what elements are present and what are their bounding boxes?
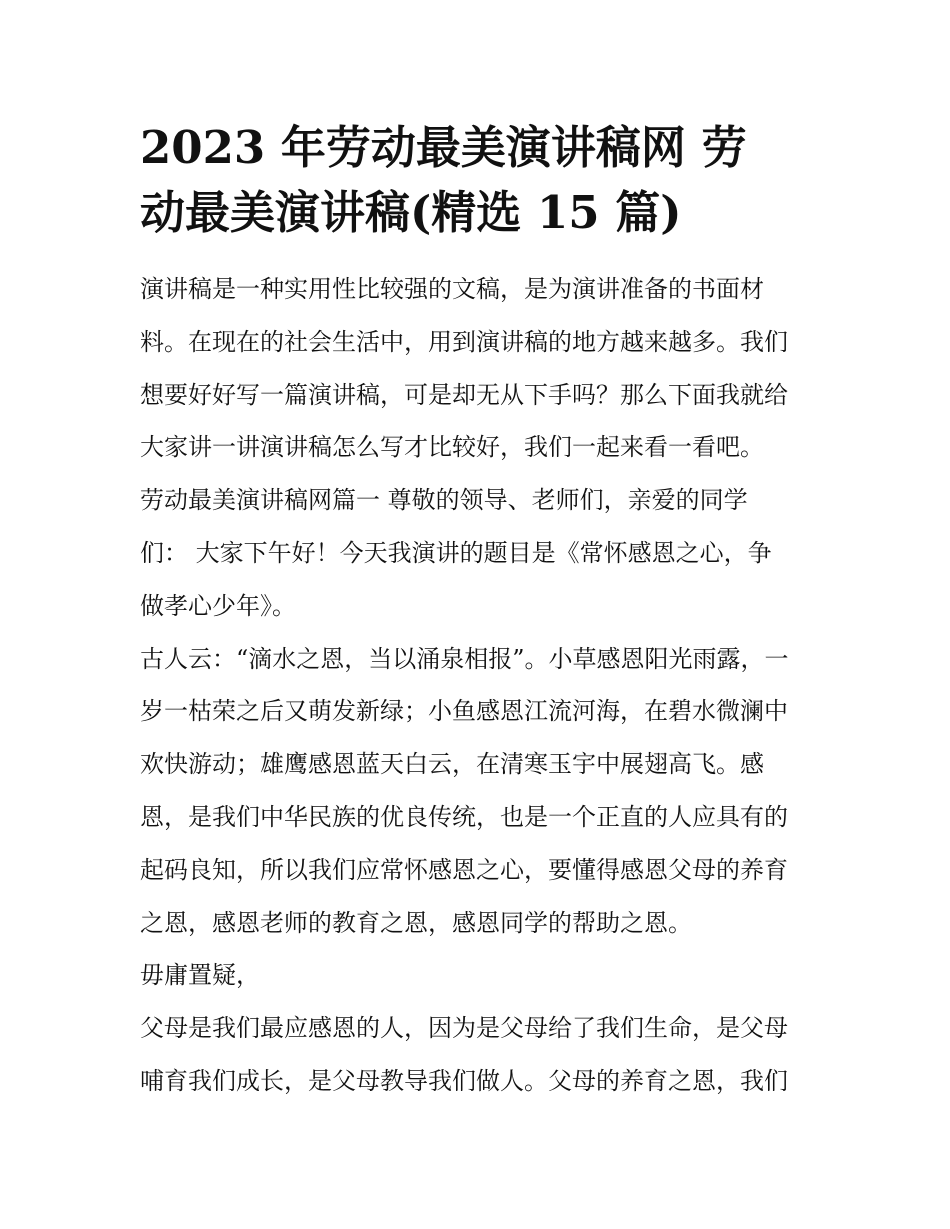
title-line: 2023 年劳动最美演讲稿网 劳 bbox=[140, 121, 747, 174]
text-line: 之恩，感恩老师的教育之恩，感恩同学的帮助之恩。 bbox=[140, 908, 692, 937]
title-line: 动最美演讲稿(精选 15 篇) bbox=[140, 186, 682, 239]
paragraph-parents bbox=[140, 1002, 815, 1108]
text-line: 演讲稿是一种实用性比较强的文稿，是为演讲准备的书面材 bbox=[140, 275, 764, 303]
document-title bbox=[140, 115, 815, 245]
text-line: 父母是我们最应感恩的人，因为是父母给了我们生命，是父母 bbox=[140, 1014, 788, 1043]
text-line: 料。在现在的社会生活中，用到演讲稿的地方越来越多。我们 bbox=[140, 327, 788, 356]
text-line: 大家讲一讲演讲稿怎么写才比较好，我们一起来看一看吧。 bbox=[140, 433, 764, 462]
text-line: 哺育我们成长，是父母教导我们做人。父母的养育之恩，我们 bbox=[140, 1066, 788, 1095]
paragraph-speech-opening bbox=[140, 474, 815, 632]
document-page bbox=[140, 115, 815, 1108]
document-body bbox=[140, 263, 815, 1108]
text-line: 劳动最美演讲稿网篇一 尊敬的领导、老师们，亲爱的同学 bbox=[140, 486, 748, 515]
text-line: 毋庸置疑， bbox=[140, 961, 260, 990]
text-line: 欢快游动；雄鹰感恩蓝天白云，在清寒玉宇中展翅高飞。感 bbox=[140, 750, 764, 779]
text-line: 们： 大家下午好！今天我演讲的题目是《常怀感恩之心，争 bbox=[140, 538, 772, 567]
text-line: 古人云：“滴水之恩，当以涌泉相报”。小草感恩阳光雨露，一 bbox=[140, 644, 789, 673]
paragraph-short bbox=[140, 949, 815, 1002]
text-line: 做孝心少年》。 bbox=[140, 591, 296, 620]
text-line: 想要好好写一篇演讲稿，可是却无从下手吗？那么下面我就给 bbox=[140, 380, 788, 409]
text-line: 恩，是我们中华民族的优良传统，也是一个正直的人应具有的 bbox=[140, 802, 788, 831]
text-line: 岁一枯荣之后又萌发新绿；小鱼感恩江流河海，在碧水微澜中 bbox=[140, 697, 788, 726]
paragraph-gratitude bbox=[140, 633, 815, 950]
paragraph-intro bbox=[140, 263, 815, 474]
text-line: 起码良知，所以我们应常怀感恩之心，要懂得感恩父母的养育 bbox=[140, 855, 788, 884]
